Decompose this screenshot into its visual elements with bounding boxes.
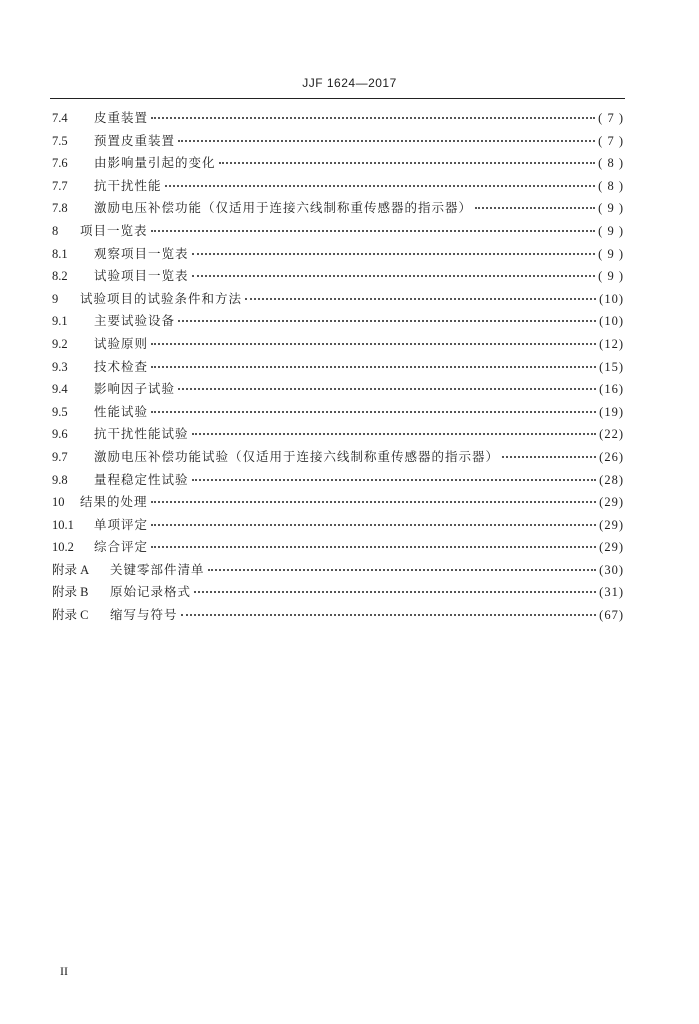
- toc-entry-number: 10: [52, 495, 65, 510]
- toc-entry: [52, 289, 624, 312]
- toc-entry-title: 影响因子试验: [94, 381, 176, 397]
- toc-dot-leader: [219, 162, 596, 164]
- toc-dot-leader: [194, 591, 596, 593]
- toc-entry-page: (26): [599, 449, 624, 464]
- toc-entry: [52, 582, 624, 605]
- toc-entry-page: ( 9 ): [598, 201, 624, 216]
- toc-entry-page: (10): [599, 314, 624, 329]
- toc-entry-page: (29): [599, 495, 624, 510]
- toc-entry-title: 缩写与符号: [110, 607, 178, 623]
- toc-entry-title: 抗干扰性能试验: [94, 426, 189, 442]
- toc-entry: [52, 470, 624, 493]
- toc-entry-page: (30): [599, 562, 624, 577]
- toc-entry-number: 附录 B: [52, 585, 89, 600]
- toc-entry-number: 7.8: [52, 201, 68, 216]
- toc-dot-leader: [151, 411, 596, 413]
- toc-entry-number: 10.2: [52, 540, 74, 555]
- toc-dot-leader: [181, 614, 597, 616]
- toc-entry-page: ( 8 ): [598, 178, 624, 193]
- toc-entry-number: 7.6: [52, 156, 68, 171]
- toc-entry: [52, 198, 624, 221]
- toc-dot-leader: [192, 479, 597, 481]
- toc-entry-title: 由影响量引起的变化: [94, 155, 216, 171]
- toc-dot-leader: [165, 185, 596, 187]
- toc-entry-title: 试验项目一览表: [94, 268, 189, 284]
- toc-entry: [52, 311, 624, 334]
- toc-entry-number: 9.4: [52, 382, 68, 397]
- toc-entry-title: 综合评定: [94, 539, 149, 555]
- toc-entry-number: 9.6: [52, 427, 68, 442]
- toc-entry-page: (67): [599, 608, 624, 623]
- toc-entry-title: 试验原则: [94, 335, 149, 351]
- toc-dot-leader: [245, 298, 596, 300]
- toc-entry-title: 抗干扰性能: [94, 177, 162, 193]
- toc-entry-number: 附录 A: [52, 562, 90, 577]
- toc-dot-leader: [151, 117, 595, 119]
- page-header-code: JJF 1624—2017: [302, 76, 397, 90]
- toc-entry-page: (16): [599, 382, 624, 397]
- toc-dot-leader: [151, 501, 597, 503]
- toc-entry: [52, 560, 624, 583]
- toc-entry: [52, 221, 624, 244]
- toc-entry-page: ( 8 ): [598, 156, 624, 171]
- toc-entry: [52, 492, 624, 515]
- toc-dot-leader: [192, 433, 597, 435]
- toc-entry: [52, 402, 624, 425]
- toc-entry-number: 7.5: [52, 133, 68, 148]
- toc-entry-page: (15): [599, 359, 624, 374]
- toc-entry: [52, 108, 624, 131]
- toc-entry-number: 8: [52, 223, 59, 238]
- toc-dot-leader: [178, 320, 596, 322]
- toc-entry-page: ( 9 ): [598, 223, 624, 238]
- toc-entry-number: 10.1: [52, 517, 74, 532]
- toc-entry-title: 试验项目的试验条件和方法: [80, 290, 243, 306]
- toc-entry-number: 9: [52, 291, 59, 306]
- toc-entry-number: 9.7: [52, 449, 68, 464]
- toc-entry-number: 附录 C: [52, 608, 89, 623]
- toc-entry: [52, 605, 624, 628]
- toc-entry-page: (31): [599, 585, 624, 600]
- toc-entry-number: 9.5: [52, 404, 68, 419]
- toc-entry-title: 主要试验设备: [94, 313, 176, 329]
- page-number: II: [60, 964, 68, 978]
- toc-entry-title: 关键零部件清单: [110, 561, 205, 577]
- toc-entry: [52, 537, 624, 560]
- toc-entry-page: ( 7 ): [598, 111, 624, 125]
- toc-entry-page: (19): [599, 404, 624, 419]
- toc-entry: [52, 357, 624, 380]
- toc-entry-number: 9.8: [52, 472, 68, 487]
- toc-entry-number: 8.2: [52, 269, 68, 284]
- toc-dot-leader: [151, 343, 596, 345]
- toc-entry-page: (28): [599, 472, 624, 487]
- toc-entry: [52, 153, 624, 176]
- toc-entry-number: 7.7: [52, 178, 68, 193]
- toc-entry-number: 7.4: [52, 111, 68, 125]
- toc-entry-page: ( 9 ): [598, 269, 624, 284]
- toc-dot-leader: [151, 230, 596, 232]
- toc-entry-title: 皮重装置: [94, 110, 149, 125]
- toc-entry-page: (12): [599, 336, 624, 351]
- toc-entry-title: 性能试验: [94, 403, 149, 419]
- toc-dot-leader: [151, 524, 596, 526]
- toc-entry-page: ( 9 ): [598, 246, 624, 261]
- toc-dot-leader: [151, 546, 596, 548]
- toc-entry-number: 9.3: [52, 359, 68, 374]
- toc-entry-title: 激励电压补偿功能（仅适用于连接六线制称重传感器的指示器）: [94, 200, 473, 216]
- toc-entry-page: (29): [599, 540, 624, 555]
- toc-entry-title: 激励电压补偿功能试验（仅适用于连接六线制称重传感器的指示器）: [94, 448, 500, 464]
- toc-entry: [52, 379, 624, 402]
- toc-dot-leader: [178, 388, 596, 390]
- toc-dot-leader: [192, 275, 596, 277]
- toc-entry: [52, 176, 624, 199]
- toc-entry-title: 预置皮重装置: [94, 132, 176, 148]
- toc-entry-title: 观察项目一览表: [94, 245, 189, 261]
- toc-dot-leader: [151, 366, 596, 368]
- toc-dot-leader: [502, 456, 596, 458]
- toc-entry-number: 9.1: [52, 314, 68, 329]
- toc-entry-title: 量程稳定性试验: [94, 471, 189, 487]
- toc-dot-leader: [178, 140, 595, 142]
- toc-entry-page: ( 7 ): [598, 133, 624, 148]
- toc-dot-leader: [208, 569, 597, 571]
- toc-entry: [52, 515, 624, 538]
- toc-dot-leader: [475, 207, 595, 209]
- toc-entry-title: 结果的处理: [80, 494, 148, 510]
- toc-entry-title: 单项评定: [94, 516, 149, 532]
- toc-entry-title: 项目一览表: [80, 222, 148, 238]
- header-rule: [50, 98, 625, 99]
- toc-entry: [52, 244, 624, 267]
- toc-entry-title: 技术检查: [94, 358, 149, 374]
- toc-entry: [52, 447, 624, 470]
- toc-entry: [52, 424, 624, 447]
- toc-entry: [52, 266, 624, 289]
- toc-entry-number: 9.2: [52, 336, 68, 351]
- table-of-contents: [52, 108, 624, 628]
- toc-dot-leader: [192, 253, 596, 255]
- toc-entry-title: 原始记录格式: [110, 584, 192, 600]
- toc-entry-page: (29): [599, 517, 624, 532]
- toc-entry-page: (22): [599, 427, 624, 442]
- toc-entry-number: 8.1: [52, 246, 68, 261]
- toc-entry: [52, 131, 624, 154]
- toc-entry-page: (10): [599, 291, 624, 306]
- toc-entry: [52, 334, 624, 357]
